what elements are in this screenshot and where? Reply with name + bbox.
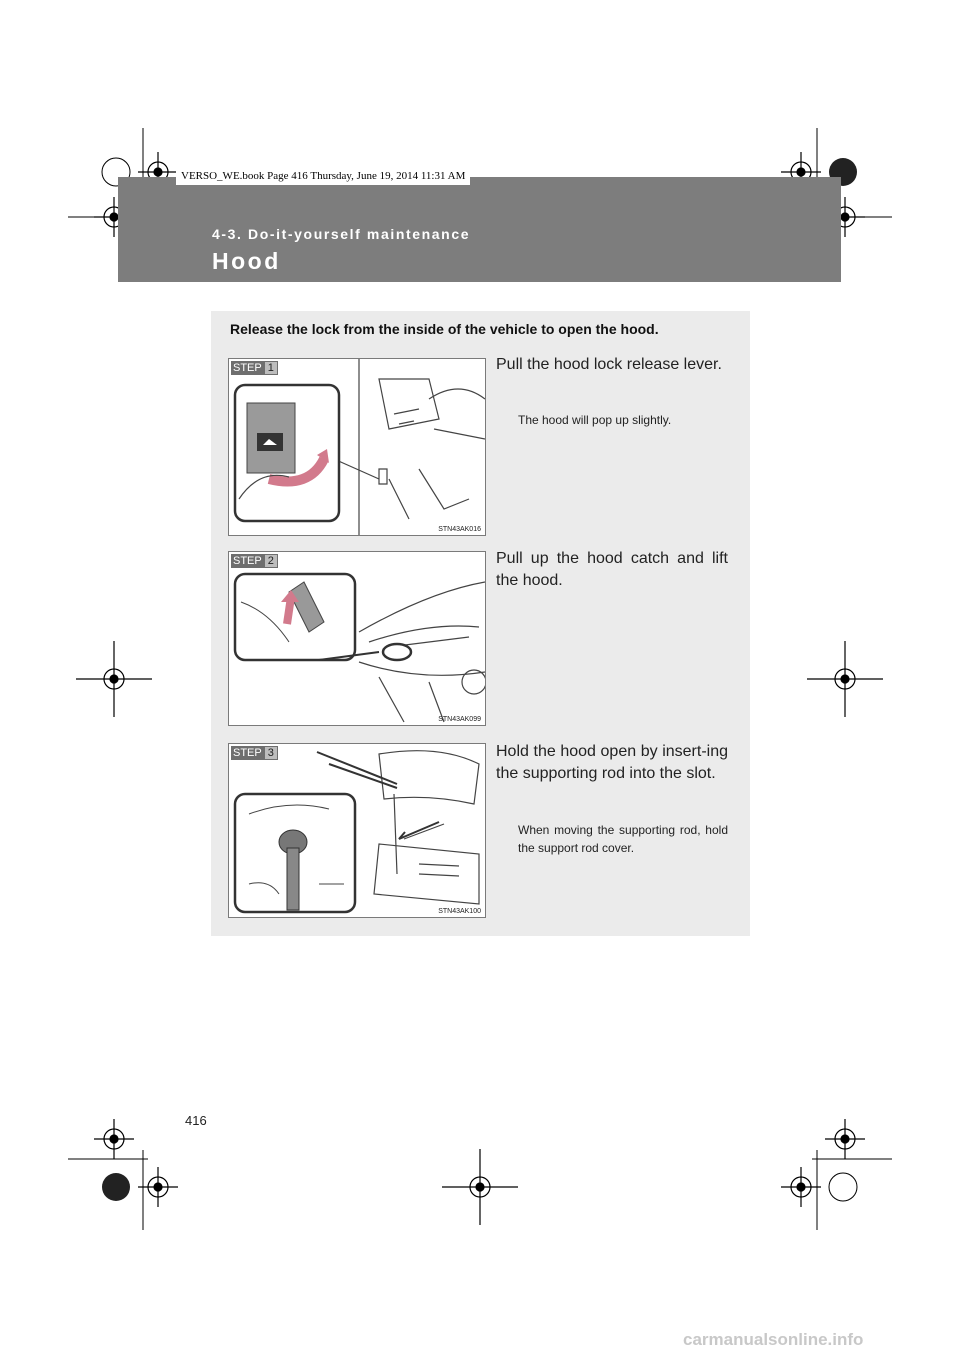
step-label: STEP (233, 747, 262, 759)
step-number: 1 (264, 361, 278, 375)
watermark: carmanualsonline.info (683, 1330, 864, 1349)
step-2-figure (228, 551, 486, 726)
book-info-slug: VERSO_WE.book Page 416 Thursday, June 19, 2014 11:31 AM (176, 168, 470, 185)
figure-code: STN43AK099 (438, 716, 481, 723)
figure-code: STN43AK016 (438, 526, 481, 533)
step-3-badge (231, 746, 278, 760)
step-1-text: Pull the hood lock release lever. (496, 356, 722, 373)
step-3-text: Hold the hood open by insert-ing the supporting rod into the slot. (496, 743, 728, 782)
figure-code: STN43AK100 (438, 908, 481, 915)
page-number: 416 (185, 1113, 207, 1128)
page-title: Hood (212, 248, 281, 274)
step-number: 3 (264, 746, 278, 760)
step-3-figure (228, 743, 486, 918)
support-rod-illustration (229, 744, 485, 917)
step-label: STEP (233, 362, 262, 374)
step-1-badge (231, 361, 278, 375)
intro-text: Release the lock from the inside of the vehicle to open the hood. (230, 321, 659, 337)
step-label: STEP (233, 555, 262, 567)
step-3-note: When moving the supporting rod, hold the support rod cover. (518, 823, 728, 855)
step-1-note: The hood will pop up slightly. (518, 413, 672, 427)
step-2-text: Pull up the hood catch and lift the hood. (496, 550, 728, 589)
section-label: 4-3. Do-it-yourself maintenance (212, 226, 471, 242)
hood-release-lever-illustration (229, 359, 485, 535)
hood-catch-illustration (229, 552, 485, 725)
step-1-figure (228, 358, 486, 536)
step-2-badge (231, 554, 278, 568)
step-number: 2 (264, 554, 278, 568)
